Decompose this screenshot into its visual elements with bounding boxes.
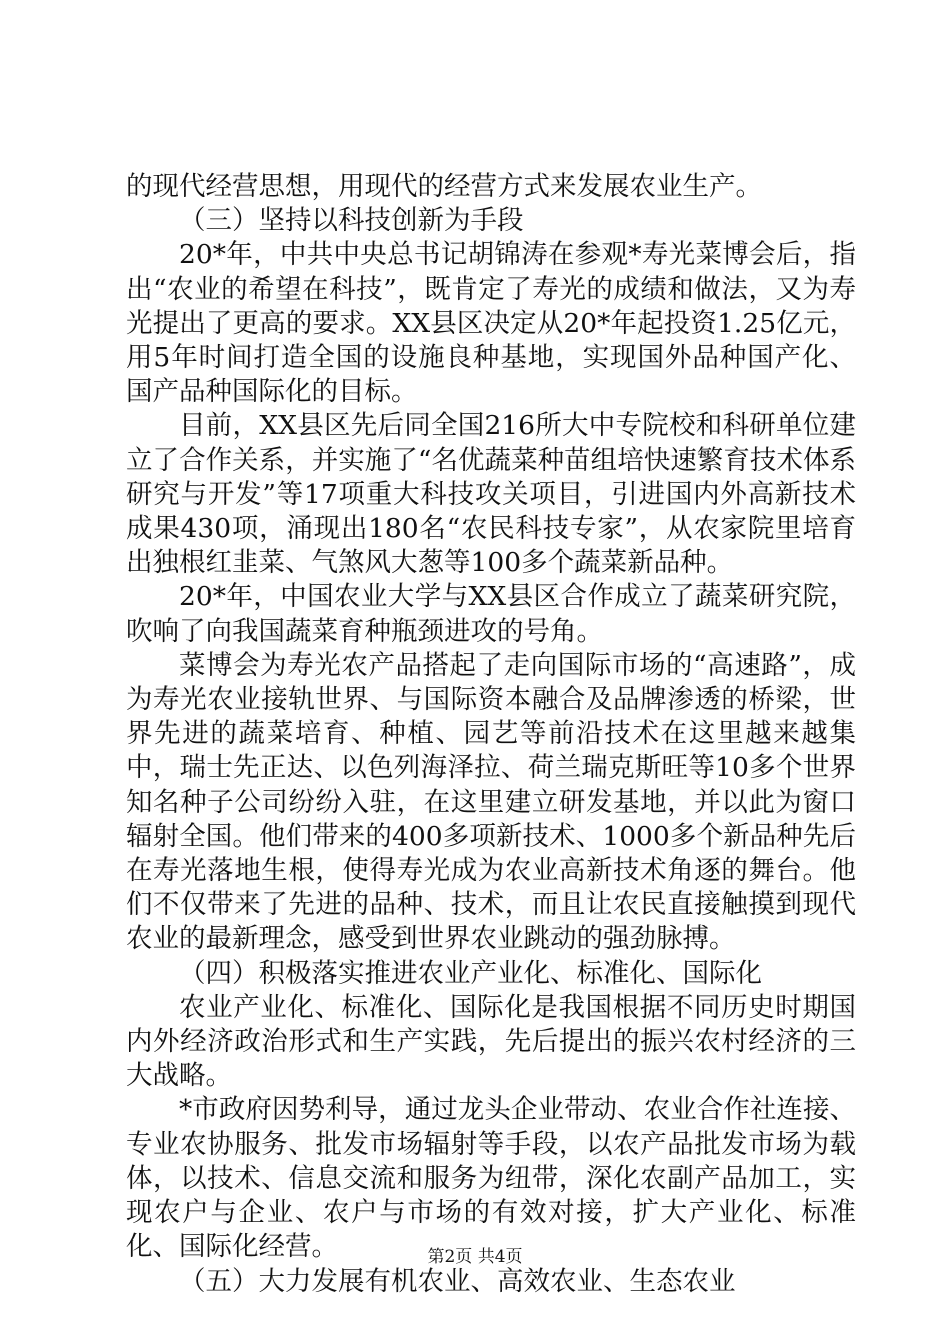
- paragraph: 20*年，中国农业大学与XX县区合作成立了蔬菜研究院，吹响了向我国蔬菜育种瓶颈进攻的号角。: [126, 581, 856, 647]
- paragraph: 目前，XX县区先后同全国216所大中专院校和科研单位建立了合作关系，并实施了“名优蔬菜种苗组培快速繁育技术体系研究与开发”等17项重大科技攻关项目，引进国内外高新技术成果430项，涌现出180名“农民科技专家”，从农家院里培育出独根红韭菜、气煞风大葱等100多个蔬菜新品种。: [126, 410, 856, 579]
- paragraph: *市政府因势利导，通过龙头企业带动、农业合作社连接、专业农协服务、批发市场辐射等手段，以农产品批发市场为载体，以技术、信息交流和服务为纽带，深化农副产品加工，实现农户与企业、农户与市场的有效对接，扩大产业化、标准化、国际化经营。: [126, 1094, 856, 1263]
- paragraph: 农业产业化、标准化、国际化是我国根据不同历史时期国内外经济政治形式和生产实践，先后提出的振兴农村经济的三大战略。: [126, 991, 856, 1092]
- paragraph-continuation: 的现代经营思想，用现代的经营方式来发展农业生产。: [126, 171, 762, 202]
- section-heading-4: （四）积极落实推进农业产业化、标准化、国际化: [179, 957, 762, 989]
- document-body: [126, 170, 856, 1299]
- page-number: 第2页 共4页: [427, 1247, 523, 1267]
- page-footer: [0, 1242, 950, 1267]
- section-heading-3: （三）坚持以科技创新为手段: [179, 205, 524, 237]
- paragraph: 菜博会为寿光农产品搭起了走向国际市场的“高速路”，成为寿光农业接轨世界、与国际资本融合及品牌渗透的桥梁，世界先进的蔬菜培育、种植、园艺等前沿技术在这里越来越集中，瑞士先正达、以色列海泽拉、荷兰瑞克斯旺等10多个世界知名种子公司纷纷入驻，在这里建立研发基地，并以此为窗口辐射全国。他们带来的400多项新技术、1000多个新品种先后在寿光落地生根，使得寿光成为农业高新技术角逐的舞台。他们不仅带来了先进的品种、技术，而且让农民直接触摸到现代农业的最新理念，感受到世界农业跳动的强劲脉搏。: [126, 649, 856, 955]
- paragraph: 20*年，中共中央总书记胡锦涛在参观*寿光菜博会后，指出“农业的希望在科技”，既肯定了寿光的成绩和做法，又为寿光提出了更高的要求。XX县区决定从20*年起投资1.25亿元，用5年时间打造全国的设施良种基地，实现国外品种国产化、国产品种国际化的目标。: [126, 239, 856, 408]
- section-heading-5: （五）大力发展有机农业、高效农业、生态农业: [179, 1265, 736, 1297]
